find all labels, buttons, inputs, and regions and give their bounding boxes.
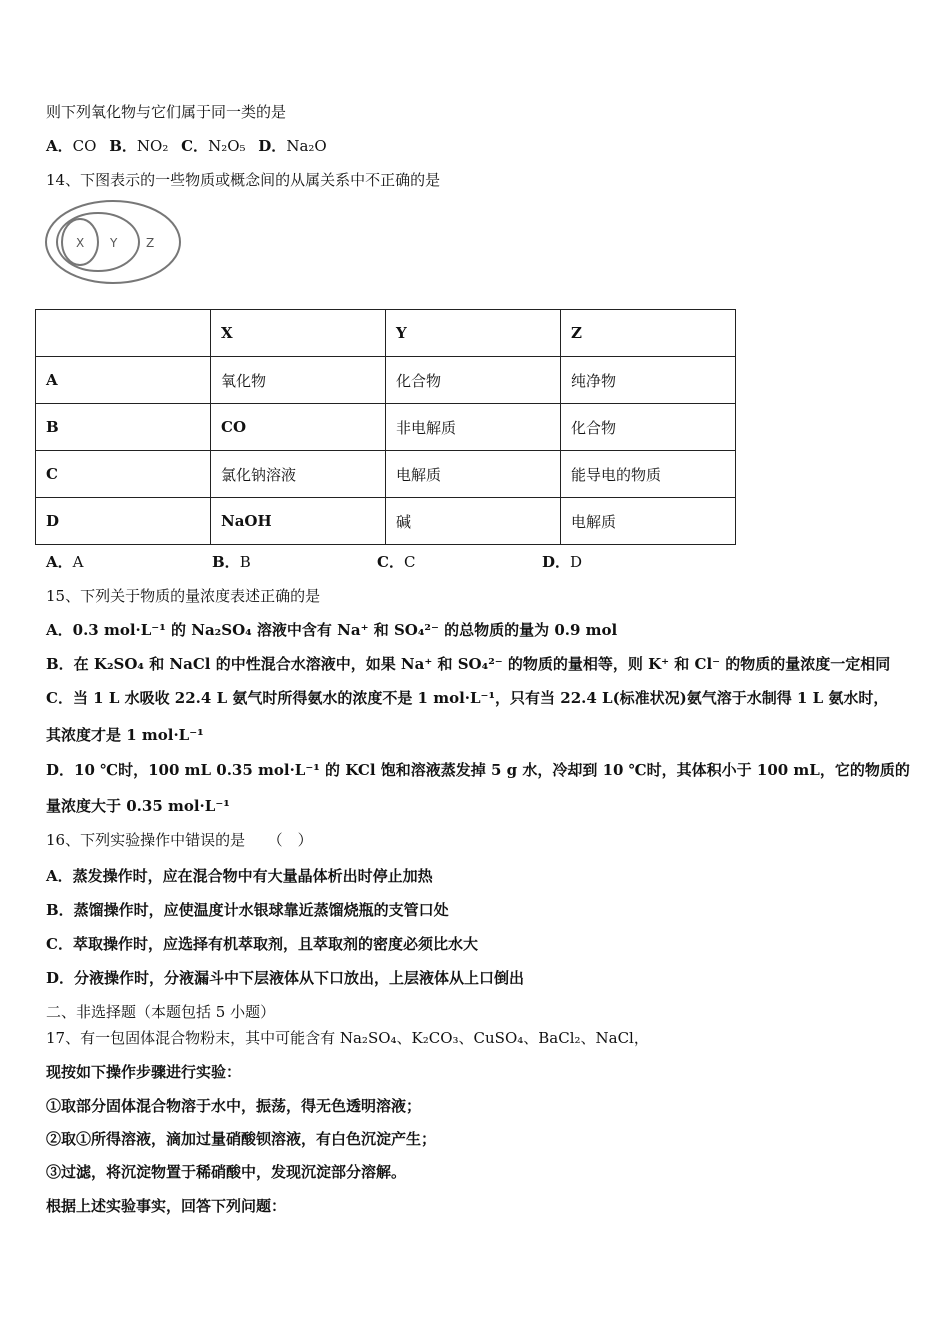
- q13-option-b-text: NO₂: [136, 137, 169, 155]
- q14-answer-b-text: B: [239, 553, 251, 571]
- q17-stem: 17、有一包固体混合物粉末，其中可能含有 Na₂SO₄、K₂CO₃、CuSO₄、BaCl₂、NaCl，: [46, 1029, 649, 1047]
- q14-answer-c: [377, 552, 415, 572]
- table-cell: 非电解质: [386, 404, 561, 451]
- table-cell: 化合物: [386, 357, 561, 404]
- table-header-cell: Y: [386, 310, 561, 357]
- table-header-cell: [36, 310, 211, 357]
- q13-option-a-text: CO: [72, 137, 97, 155]
- q16-option-c: C．萃取操作时，应选择有机萃取剂，且萃取剂的密度必须比水大: [46, 935, 478, 953]
- q13-options: [46, 136, 327, 156]
- q17-step-1: ①取部分固体混合物溶于水中，振荡，得无色透明溶液；: [46, 1097, 422, 1115]
- table-cell: 化合物: [561, 404, 736, 451]
- q14-answer-a: [46, 552, 83, 572]
- q17-question: 根据上述实验事实，回答下列问题：: [46, 1197, 287, 1215]
- q13-option-c-text: N₂O₅: [208, 137, 246, 155]
- q15-option-c-line1: C．当 1 L 水吸收 22.4 L 氨气时所得氨水的浓度不是 1 mol·L⁻¹，只有当 22.4 L(标准状况)氨气溶于水制得 1 L 氨水时，: [46, 689, 889, 707]
- q16-option-a: A．蒸发操作时，应在混合物中有大量晶体析出时停止加热: [46, 867, 433, 885]
- table-cell: 碱: [386, 498, 561, 545]
- table-cell: 氧化物: [211, 357, 386, 404]
- q14-answer-c-text: C: [403, 553, 416, 571]
- q17-step-2: ②取①所得溶液，滴加过量硝酸钡溶液，有白色沉淀产生；: [46, 1130, 437, 1148]
- q17-step-3: ③过滤，将沉淀物置于稀硝酸中，发现沉淀部分溶解。: [46, 1163, 407, 1181]
- q14-table: [35, 309, 736, 545]
- q16-option-d: D．分液操作时，分液漏斗中下层液体从下口放出，上层液体从上口倒出: [46, 969, 525, 987]
- q15-option-d-line2: 量浓度大于 0.35 mol·L⁻¹: [46, 797, 230, 815]
- q16-stem: 16、下列实验操作中错误的是 （ ）: [46, 831, 313, 849]
- q14-answer-d: [542, 552, 582, 572]
- q17-intro: 现按如下操作步骤进行实验：: [46, 1063, 242, 1081]
- section-heading: 二、非选择题（本题包括 5 小题）: [46, 1003, 276, 1021]
- table-cell: 电解质: [386, 451, 561, 498]
- q15-option-b: B．在 K₂SO₄ 和 NaCl 的中性混合水溶液中，如果 Na⁺ 和 SO₄²⁻ 的物质的量相等，则 K⁺ 和 Cl⁻ 的物质的量浓度一定相同: [46, 655, 891, 673]
- table-cell: 电解质: [561, 498, 736, 545]
- table-cell: D: [36, 498, 211, 545]
- table-row: [36, 498, 736, 545]
- q14-answer-a-label: A．: [46, 553, 73, 571]
- q14-answer-d-label: D．: [542, 553, 571, 571]
- q13-option-d-text: Na₂O: [286, 137, 327, 155]
- table-row: [36, 357, 736, 404]
- venn-label-y: Y: [110, 236, 118, 250]
- table-cell: C: [36, 451, 211, 498]
- q15-stem: 15、下列关于物质的量浓度表述正确的是: [46, 587, 321, 605]
- table-header-row: [36, 310, 736, 357]
- q13-option-d-label: D．: [258, 137, 287, 155]
- table-cell: CO: [211, 404, 386, 451]
- q14-answer-c-label: C．: [377, 553, 404, 571]
- q14-answer-d-text: D: [570, 553, 583, 571]
- q14-answer-b-label: B．: [212, 553, 240, 571]
- table-cell: NaOH: [211, 498, 386, 545]
- q13-option-a-label: A．: [46, 137, 73, 155]
- venn-diagram: [40, 196, 185, 288]
- q16-option-b: B．蒸馏操作时，应使温度计水银球靠近蒸馏烧瓶的支管口处: [46, 901, 449, 919]
- q15-option-d-line1: D．10 ℃时，100 mL 0.35 mol·L⁻¹ 的 KCl 饱和溶液蒸发掉 5 g 水，冷却到 10 ℃时，其体积小于 100 mL，它的物质的: [46, 761, 910, 779]
- table-cell: B: [36, 404, 211, 451]
- table-header-cell: X: [211, 310, 386, 357]
- table-cell: 氯化钠溶液: [211, 451, 386, 498]
- q13-option-b-label: B．: [109, 137, 137, 155]
- table-row: [36, 451, 736, 498]
- table-cell: 纯净物: [561, 357, 736, 404]
- table-cell: 能导电的物质: [561, 451, 736, 498]
- q13-option-c-label: C．: [181, 137, 209, 155]
- q14-answer-a-text: A: [72, 553, 84, 571]
- q14-stem: 14、下图表示的一些物质或概念间的从属关系中不正确的是: [46, 171, 441, 189]
- q15-option-c-line2: 其浓度才是 1 mol·L⁻¹: [46, 726, 204, 744]
- table-header-cell: Z: [561, 310, 736, 357]
- venn-label-x: X: [76, 236, 85, 250]
- table-cell: A: [36, 357, 211, 404]
- q13-stem: 则下列氧化物与它们属于同一类的是: [46, 103, 287, 121]
- q15-option-a: A．0.3 mol·L⁻¹ 的 Na₂SO₄ 溶液中含有 Na⁺ 和 SO₄²⁻ 的总物质的量为 0.9 mol: [46, 621, 618, 639]
- venn-label-z: Z: [146, 236, 155, 250]
- table-row: [36, 404, 736, 451]
- q14-answer-b: [212, 552, 251, 572]
